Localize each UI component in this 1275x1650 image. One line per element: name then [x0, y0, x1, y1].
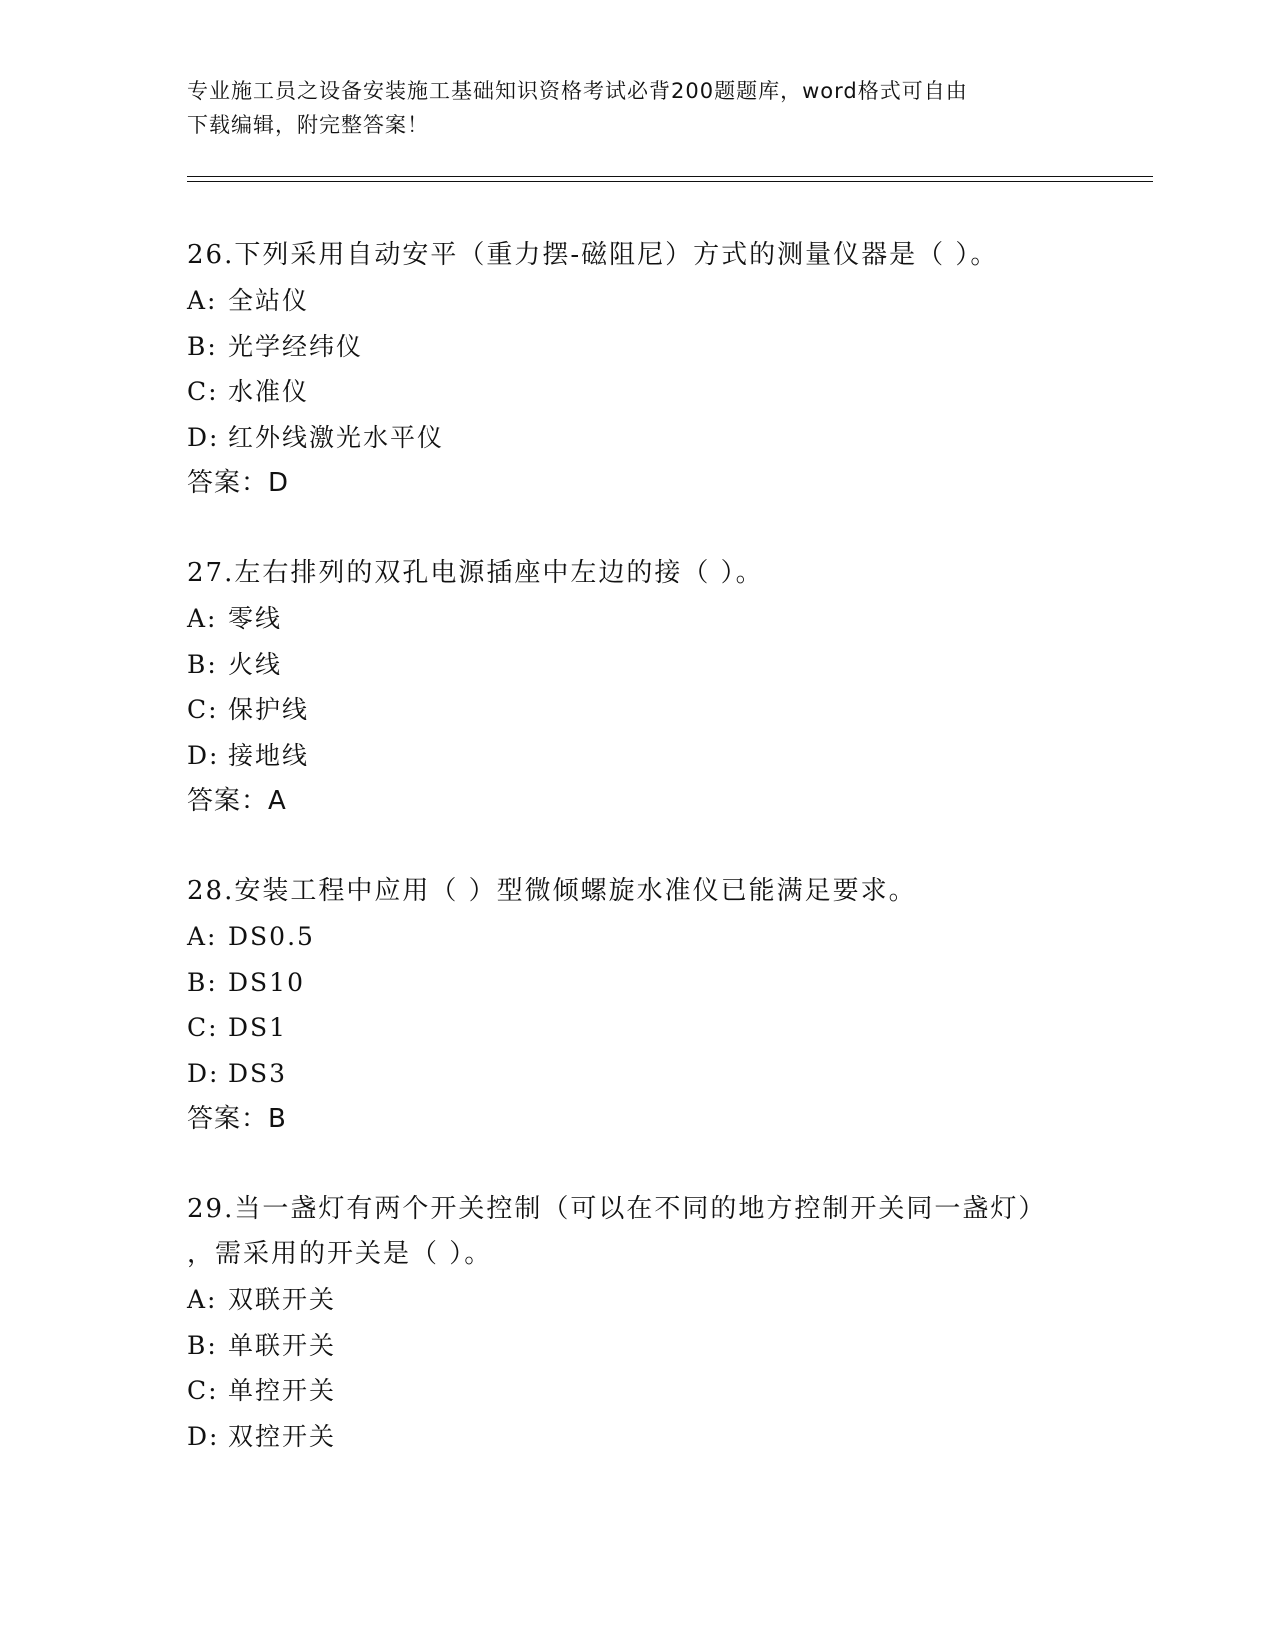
option-c [187, 1005, 1087, 1051]
answer-text: 答案：A [187, 786, 287, 816]
option-text: 零线 [228, 604, 283, 633]
question-text: 28.安装工程中应用（ ）型微倾螺旋水准仪已能满足要求。 [187, 876, 917, 906]
option-c [187, 687, 1087, 733]
option-d [187, 733, 1087, 779]
option-text: 光学经纬仪 [228, 331, 364, 361]
option-letter: C: [187, 1013, 219, 1042]
option-letter: D: [187, 1421, 220, 1451]
option-a [187, 596, 1087, 642]
option-text: 火线 [228, 649, 283, 679]
option-text: DS0.5 [228, 922, 315, 951]
option-text: 双联开关 [228, 1285, 337, 1314]
option-text: DS1 [228, 1013, 288, 1042]
document-header [187, 74, 1087, 142]
header-line-1: 专业施工员之设备安装施工基础知识资格考试必背200题题库，word格式可自由 [187, 79, 968, 103]
option-b [187, 1323, 1087, 1369]
question-text: 27.左右排列的双孔电源插座中左边的接（ ）。 [187, 558, 764, 588]
option-text: DS3 [228, 1058, 288, 1088]
option-letter: A: [187, 604, 218, 633]
header-divider-top [187, 176, 1153, 177]
option-c [187, 1368, 1087, 1414]
header-divider-bottom [187, 181, 1153, 182]
option-letter: A: [187, 1285, 218, 1314]
option-a [187, 914, 1087, 960]
option-letter: A: [187, 922, 218, 951]
option-letter: D: [187, 1058, 220, 1088]
option-b [187, 960, 1087, 1006]
answer-text: 答案：D [187, 468, 290, 498]
option-b [187, 324, 1087, 370]
option-letter: C: [187, 1376, 219, 1405]
question-text-line-2: ，需采用的开关是（ ）。 [187, 1239, 493, 1269]
option-text: 接地线 [228, 740, 310, 770]
question-text: 26.下列采用自动安平（重力摆-磁阻尼）方式的测量仪器是（ ）。 [187, 240, 999, 270]
option-text: 单联开关 [228, 1330, 337, 1360]
answer-text: 答案：B [187, 1104, 287, 1134]
option-letter: B: [187, 1330, 218, 1360]
option-letter: B: [187, 649, 218, 679]
option-letter: A: [187, 286, 218, 315]
question-26 [187, 233, 1087, 506]
question-29 [187, 1187, 1087, 1459]
option-c [187, 369, 1087, 415]
option-letter: B: [187, 967, 218, 997]
option-d [187, 415, 1087, 461]
option-text: 红外线激光水平仪 [228, 422, 445, 452]
option-letter: C: [187, 695, 219, 724]
option-a [187, 278, 1087, 324]
option-text: 单控开关 [228, 1376, 337, 1405]
option-text: 全站仪 [228, 286, 310, 315]
option-letter: D: [187, 422, 220, 452]
option-letter: C: [187, 377, 219, 406]
option-text: 保护线 [228, 695, 310, 724]
question-27 [187, 551, 1087, 824]
option-text: 水准仪 [228, 377, 310, 406]
option-letter: D: [187, 740, 220, 770]
option-a [187, 1277, 1087, 1323]
header-line-2: 下载编辑，附完整答案！ [187, 113, 429, 137]
option-letter: B: [187, 331, 218, 361]
option-text: 双控开关 [228, 1421, 337, 1451]
option-d [187, 1051, 1087, 1097]
option-b [187, 642, 1087, 688]
option-d [187, 1414, 1087, 1460]
option-text: DS10 [228, 967, 305, 997]
question-text-line-1: 29.当一盏灯有两个开关控制（可以在不同的地方控制开关同一盏灯） [187, 1194, 1047, 1224]
question-28 [187, 869, 1087, 1142]
